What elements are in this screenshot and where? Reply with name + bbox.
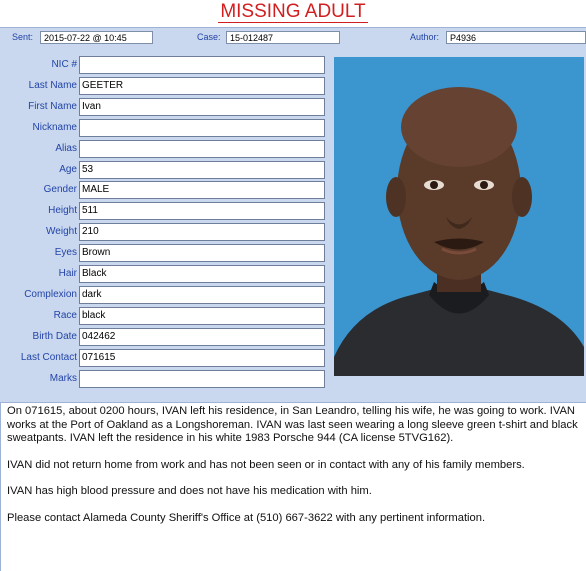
age-field[interactable]: 53 bbox=[79, 161, 325, 179]
record-panel bbox=[0, 27, 586, 403]
nickname-field[interactable] bbox=[79, 119, 325, 137]
last-contact-label: Last Contact bbox=[20, 351, 77, 363]
eyes-field[interactable]: Brown bbox=[79, 244, 325, 262]
nic-field[interactable] bbox=[79, 56, 325, 74]
marks-field[interactable] bbox=[79, 370, 325, 388]
narrative-paragraph: On 071615, about 0200 hours, IVAN left his residence, in San Leandro, telling his wife, he was going to work. IVAN works at the Port of Oakland as a Longshoreman. IVAN was last seen wearing a long sleeve green t-shirt and black sweatpants. IVAN left the residence in his white 1983 Porsche 944 (CA license 5TVG162). bbox=[7, 405, 578, 444]
eyes-label: Eyes bbox=[54, 247, 77, 259]
gender-label: Gender bbox=[43, 184, 77, 196]
race-field[interactable]: black bbox=[79, 307, 325, 325]
alias-label: Alias bbox=[55, 142, 77, 154]
hair-field[interactable]: Black bbox=[79, 265, 325, 283]
birth-date-label: Birth Date bbox=[32, 330, 77, 342]
narrative-paragraph: IVAN did not return home from work and has not been seen or in contact with any of his family members. bbox=[7, 458, 525, 471]
narrative-paragraph: Please contact Alameda County Sheriff's Office at (510) 667-3622 with any pertinent information. bbox=[7, 511, 486, 524]
sent-field[interactable]: 2015-07-22 @ 10:45 bbox=[40, 31, 153, 44]
author-field[interactable]: P4936 bbox=[446, 31, 586, 44]
narrative-text bbox=[0, 402, 586, 571]
weight-field[interactable]: 210 bbox=[79, 223, 325, 241]
last-name-field[interactable]: GEETER bbox=[79, 77, 325, 95]
complexion-label: Complexion bbox=[24, 288, 77, 300]
page-title bbox=[0, 0, 586, 24]
marks-label: Marks bbox=[49, 372, 77, 384]
page-title-text: MISSING ADULT bbox=[220, 1, 366, 22]
gender-field[interactable]: MALE bbox=[79, 181, 325, 199]
hair-label: Hair bbox=[58, 268, 77, 279]
last-contact-field[interactable]: 071615 bbox=[79, 349, 325, 367]
nic-label: NIC # bbox=[51, 59, 77, 70]
alias-field[interactable] bbox=[79, 140, 325, 158]
weight-label: Weight bbox=[46, 226, 77, 238]
height-field[interactable]: 511 bbox=[79, 202, 325, 220]
author-label: Author: bbox=[410, 32, 440, 42]
case-field[interactable]: 15-012487 bbox=[226, 31, 340, 44]
first-name-label: First Name bbox=[28, 100, 77, 112]
height-label: Height bbox=[48, 205, 77, 217]
complexion-field[interactable]: dark bbox=[79, 286, 325, 304]
portrait-image bbox=[334, 57, 584, 376]
subject-photo bbox=[334, 57, 584, 376]
narrative-paragraph: IVAN has high blood pressure and does not have his medication with him. bbox=[7, 485, 372, 497]
sent-label: Sent: bbox=[12, 32, 34, 42]
age-label: Age bbox=[59, 163, 77, 175]
first-name-field[interactable]: Ivan bbox=[79, 98, 325, 116]
last-name-label: Last Name bbox=[28, 79, 77, 91]
birth-date-field[interactable]: 042462 bbox=[79, 328, 325, 346]
case-label: Case: bbox=[197, 32, 221, 42]
race-label: Race bbox=[53, 309, 77, 321]
nickname-label: Nickname bbox=[32, 121, 77, 133]
